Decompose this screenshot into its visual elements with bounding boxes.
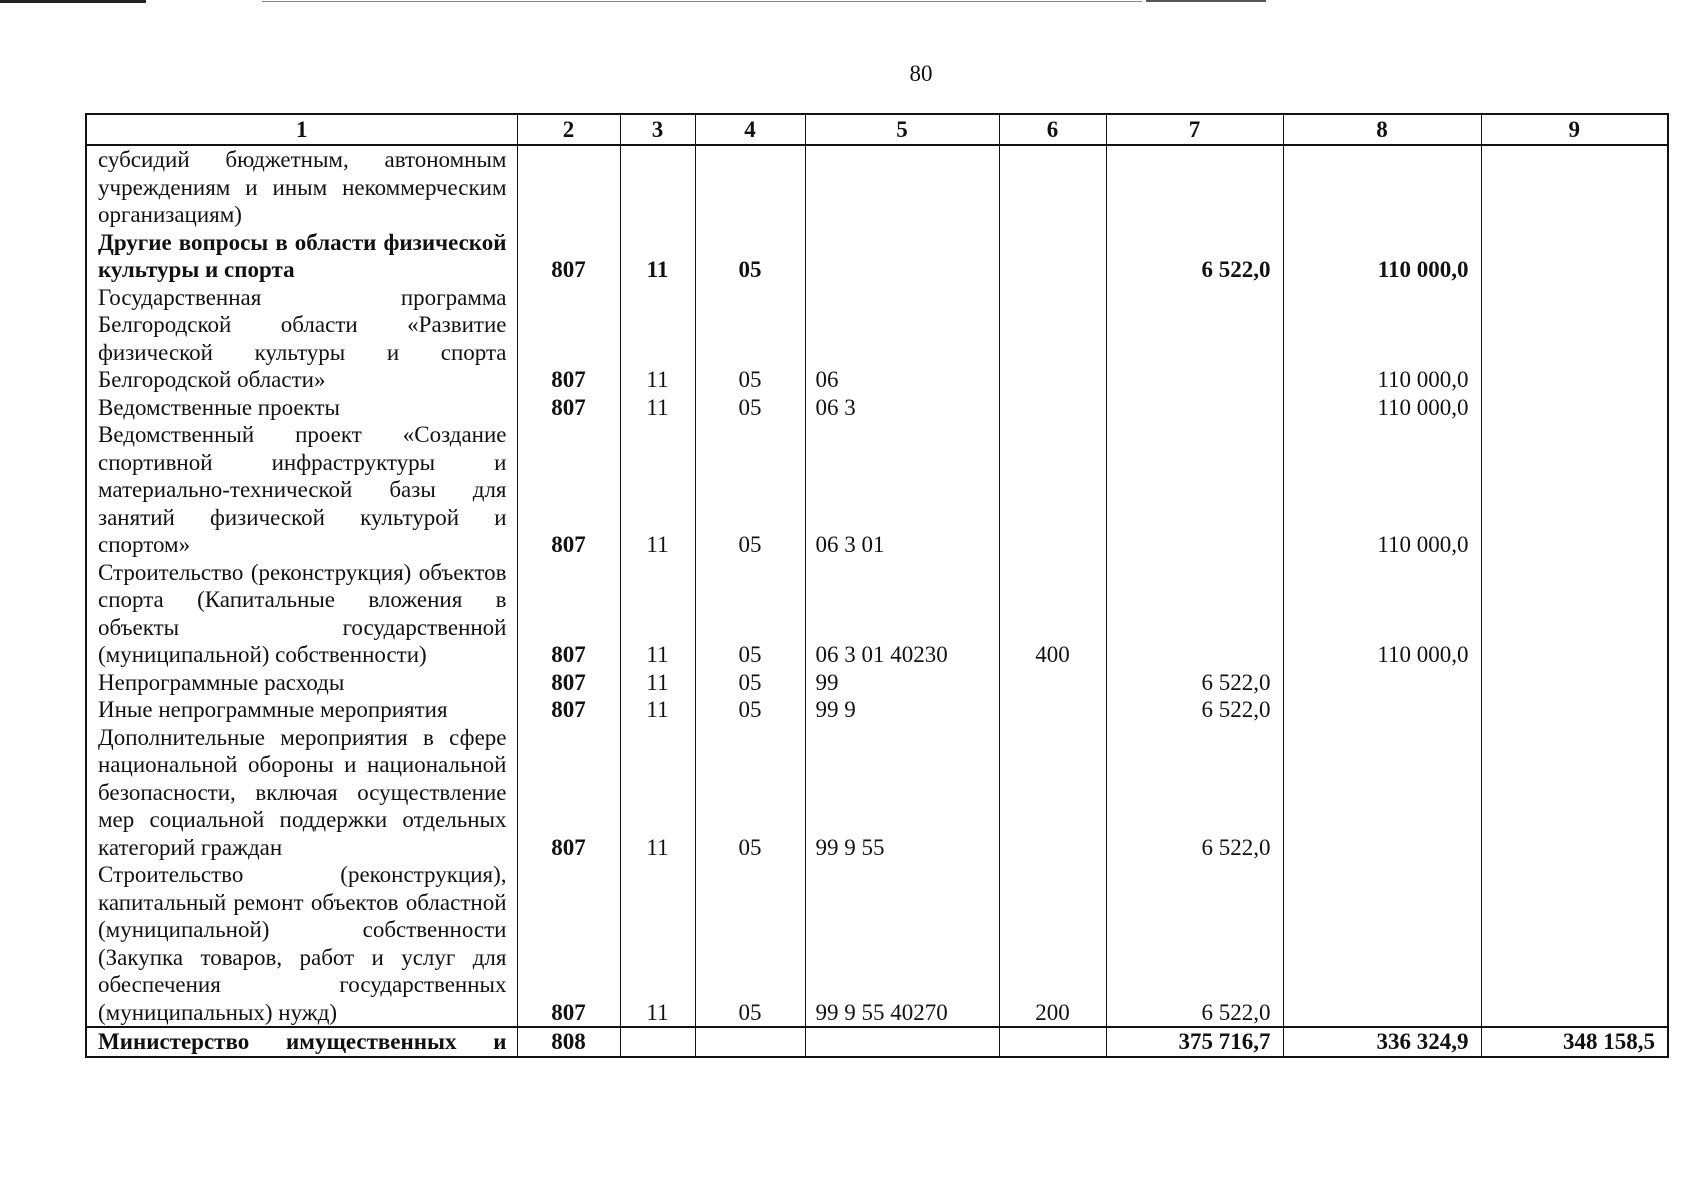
amount-col-8-cell (1283, 696, 1481, 724)
table-row (86, 421, 1668, 559)
amount-col-7-cell: 375 716,7 (1106, 1027, 1283, 1057)
amount-col-7-cell (1106, 145, 1283, 229)
target-article-cell: 06 (805, 284, 999, 394)
section-cell: 11 (620, 229, 695, 284)
section-cell: 11 (620, 421, 695, 559)
amount-col-9-cell (1481, 421, 1668, 559)
subsection-cell: 05 (695, 696, 805, 724)
target-article-cell (805, 229, 999, 284)
section-cell (620, 145, 695, 229)
total-row (86, 1027, 1668, 1057)
description-cell: Ведомственный проект «Создание спортивной инфраструктуры и материально-технической базы для занятий физической культурой и спортом» (86, 421, 517, 559)
amount-col-8-cell (1283, 724, 1481, 862)
table-row (86, 145, 1668, 229)
amount-col-9-cell: 348 158,5 (1481, 1027, 1668, 1057)
target-article-cell (805, 145, 999, 229)
expense-type-cell (999, 284, 1106, 394)
section-cell: 11 (620, 394, 695, 422)
subsection-cell: 05 (695, 724, 805, 862)
ministry-code-cell: 807 (517, 284, 620, 394)
amount-col-9-cell (1481, 724, 1668, 862)
description-cell: Государственная программа Белгородской области «Развитие физической культуры и спорта Белгородской области» (86, 284, 517, 394)
amount-col-8-cell: 110 000,0 (1283, 394, 1481, 422)
table-row (86, 669, 1668, 697)
page-number: 80 (909, 61, 933, 86)
table-row (86, 284, 1668, 394)
amount-col-9-cell (1481, 394, 1668, 422)
budget-table (85, 113, 1669, 1058)
ministry-code-cell: 807 (517, 669, 620, 697)
column-header-5: 5 (805, 114, 999, 145)
table-row (86, 724, 1668, 862)
amount-col-7-cell: 6 522,0 (1106, 696, 1283, 724)
section-cell: 11 (620, 284, 695, 394)
column-header-8: 8 (1283, 114, 1481, 145)
table-body (86, 145, 1668, 1057)
description-cell: Иные непрограммные мероприятия (86, 696, 517, 724)
expense-type-cell: 400 (999, 559, 1106, 669)
target-article-cell: 99 (805, 669, 999, 697)
column-header-1: 1 (86, 114, 517, 145)
amount-col-7-cell (1106, 284, 1283, 394)
description-cell: Непрограммные расходы (86, 669, 517, 697)
subsection-cell: 05 (695, 229, 805, 284)
subsection-cell (695, 1027, 805, 1057)
expense-type-cell: 200 (999, 861, 1106, 1027)
subsection-cell: 05 (695, 559, 805, 669)
target-article-cell: 99 9 55 (805, 724, 999, 862)
ministry-code-cell: 807 (517, 421, 620, 559)
amount-col-8-cell (1283, 669, 1481, 697)
expense-type-cell (999, 229, 1106, 284)
description-cell: Строительство (реконструкция), капитальный ремонт объектов областной (муниципальной) собственности (Закупка товаров, работ и услуг для обеспечения государственных (муниципальных) нужд) (86, 861, 517, 1027)
column-header-3: 3 (620, 114, 695, 145)
subsection-cell: 05 (695, 394, 805, 422)
scan-edge-mark (0, 0, 146, 3)
section-cell (620, 1027, 695, 1057)
target-article-cell: 99 9 55 40270 (805, 861, 999, 1027)
target-article-cell: 06 3 (805, 394, 999, 422)
column-header-2: 2 (517, 114, 620, 145)
section-cell: 11 (620, 724, 695, 862)
table-header (86, 114, 1668, 145)
ministry-code-cell: 807 (517, 394, 620, 422)
description-cell: Строительство (реконструкция) объектов спорта (Капитальные вложения в объекты государственной (муниципальной) собственности) (86, 559, 517, 669)
target-article-cell: 06 3 01 40230 (805, 559, 999, 669)
amount-col-9-cell (1481, 229, 1668, 284)
expense-type-cell (999, 724, 1106, 862)
description-cell: Дополнительные мероприятия в сфере национальной обороны и национальной безопасности, включая осуществление мер социальной поддержки отдельных категорий граждан (86, 724, 517, 862)
ministry-code-cell: 807 (517, 229, 620, 284)
expense-type-cell (999, 145, 1106, 229)
description-cell: Министерство имущественных и (86, 1027, 517, 1057)
table-row (86, 696, 1668, 724)
subsection-cell (695, 145, 805, 229)
table-row (86, 861, 1668, 1027)
header-row (86, 114, 1668, 145)
expense-type-cell (999, 696, 1106, 724)
amount-col-7-cell: 6 522,0 (1106, 724, 1283, 862)
ministry-code-cell: 807 (517, 724, 620, 862)
subsection-cell: 05 (695, 861, 805, 1027)
amount-col-7-cell: 6 522,0 (1106, 861, 1283, 1027)
ministry-code-cell: 807 (517, 559, 620, 669)
subsection-cell: 05 (695, 284, 805, 394)
table-row (86, 559, 1668, 669)
amount-col-8-cell: 110 000,0 (1283, 421, 1481, 559)
ministry-code-cell: 807 (517, 696, 620, 724)
column-header-9: 9 (1481, 114, 1668, 145)
amount-col-7-cell (1106, 421, 1283, 559)
target-article-cell: 99 9 (805, 696, 999, 724)
amount-col-9-cell (1481, 669, 1668, 697)
target-article-cell (805, 1027, 999, 1057)
column-header-7: 7 (1106, 114, 1283, 145)
expense-type-cell (999, 394, 1106, 422)
amount-col-7-cell: 6 522,0 (1106, 669, 1283, 697)
amount-col-8-cell: 336 324,9 (1283, 1027, 1481, 1057)
amount-col-9-cell (1481, 861, 1668, 1027)
column-header-6: 6 (999, 114, 1106, 145)
amount-col-9-cell (1481, 145, 1668, 229)
amount-col-9-cell (1481, 284, 1668, 394)
amount-col-8-cell: 110 000,0 (1283, 559, 1481, 669)
table-row (86, 394, 1668, 422)
expense-type-cell (999, 421, 1106, 559)
ministry-code-cell: 808 (517, 1027, 620, 1057)
target-article-cell: 06 3 01 (805, 421, 999, 559)
amount-col-7-cell (1106, 559, 1283, 669)
amount-col-8-cell (1283, 861, 1481, 1027)
ministry-code-cell (517, 145, 620, 229)
subsection-cell: 05 (695, 669, 805, 697)
amount-col-7-cell (1106, 394, 1283, 422)
section-cell: 11 (620, 669, 695, 697)
amount-col-7-cell: 6 522,0 (1106, 229, 1283, 284)
amount-col-9-cell (1481, 696, 1668, 724)
section-cell: 11 (620, 861, 695, 1027)
expense-type-cell (999, 669, 1106, 697)
description-cell: субсидий бюджетным, автономным учреждениям и иным некоммерческим организациям) (86, 145, 517, 229)
amount-col-9-cell (1481, 559, 1668, 669)
section-cell: 11 (620, 696, 695, 724)
subsection-cell: 05 (695, 421, 805, 559)
description-cell: Другие вопросы в области физической культуры и спорта (86, 229, 517, 284)
amount-col-8-cell: 110 000,0 (1283, 284, 1481, 394)
amount-col-8-cell (1283, 145, 1481, 229)
expense-type-cell (999, 1027, 1106, 1057)
amount-col-8-cell: 110 000,0 (1283, 229, 1481, 284)
section-cell: 11 (620, 559, 695, 669)
column-header-4: 4 (695, 114, 805, 145)
scan-edge-mark (1146, 0, 1266, 2)
scan-edge-mark (262, 1, 1142, 2)
ministry-code-cell: 807 (517, 861, 620, 1027)
description-cell: Ведомственные проекты (86, 394, 517, 422)
table-row (86, 229, 1668, 284)
